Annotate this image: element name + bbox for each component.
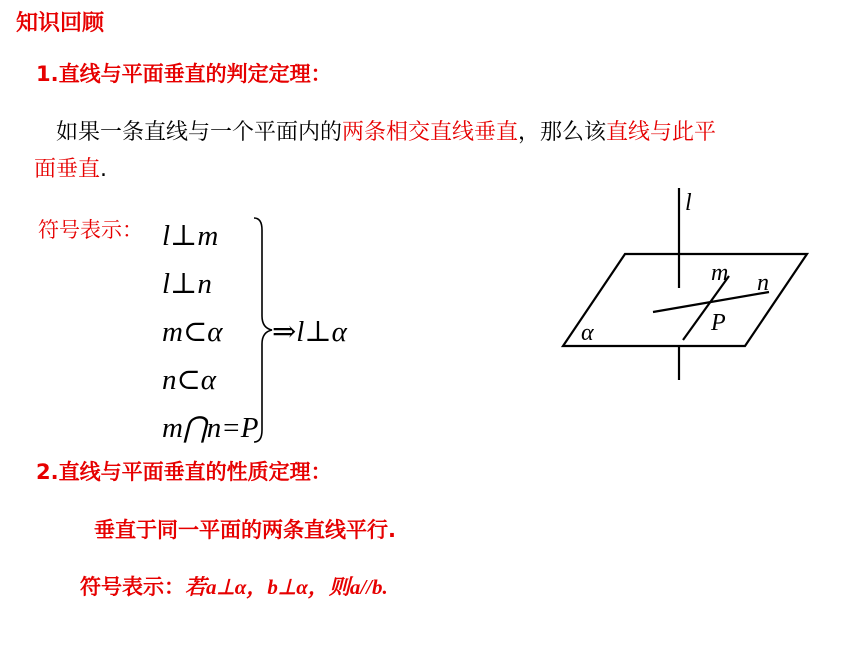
label-p: P xyxy=(711,310,726,336)
symbol-label-1: 符号表示： xyxy=(38,218,143,242)
statement-highlight2: 直线与此平 xyxy=(606,120,717,145)
condition-5: m⋂n=P xyxy=(162,412,259,444)
page-title: 知识回顾 xyxy=(16,11,105,36)
statement-highlight3: 面垂直 xyxy=(34,157,101,182)
theorem2-statement: 垂直于同一平面的两条直线平行. xyxy=(94,518,396,542)
label-alpha: α xyxy=(581,320,594,346)
statement-part1: 如果一条直线与一个平面内的 xyxy=(56,120,343,145)
plane-figure xyxy=(555,180,815,385)
theorem2-heading: 2.直线与平面垂直的性质定理： xyxy=(36,460,332,484)
conclusion: ⇒l⊥α xyxy=(272,316,347,348)
label-l: l xyxy=(685,190,692,216)
statement-end: . xyxy=(100,157,108,182)
theorem1-statement xyxy=(34,114,824,188)
label-n: n xyxy=(757,270,769,296)
condition-3: m⊂α xyxy=(162,316,223,348)
condition-2: l⊥n xyxy=(162,268,212,300)
theorem1-heading: 1.直线与平面垂直的判定定理： xyxy=(36,62,332,86)
plane-alpha xyxy=(563,254,807,346)
theorem2-symbols xyxy=(80,571,388,601)
condition-1: l⊥m xyxy=(162,220,219,252)
symbol-expression: 若a⊥α，b⊥α，则a//b. xyxy=(185,575,388,599)
symbol-label-2: 符号表示： xyxy=(80,575,185,599)
label-m: m xyxy=(711,260,729,286)
statement-part3: ，那么该 xyxy=(518,120,607,145)
condition-4: n⊂α xyxy=(162,364,217,396)
statement-highlight1: 两条相交直线垂直 xyxy=(342,120,519,145)
